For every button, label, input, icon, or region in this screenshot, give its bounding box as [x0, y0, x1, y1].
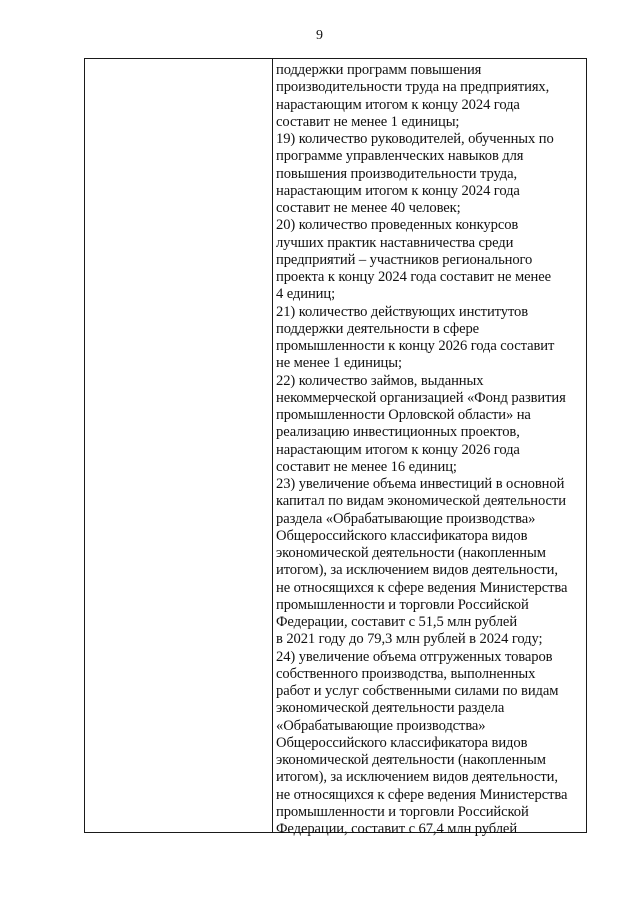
- text-line: составит не менее 40 человек;: [276, 200, 461, 216]
- table-right-cell: [276, 62, 582, 838]
- text-line: экономической деятельности раздела: [276, 700, 505, 717]
- text-line: промышленности Орловской области» на: [276, 407, 531, 423]
- text-line: промышленности и торговли Российской: [276, 596, 529, 613]
- text-line: не относящихся к сфере ведения Министерства: [276, 786, 568, 803]
- text-line: не относящихся к сфере ведения Министерства: [276, 579, 568, 596]
- text-line: Федерации, составит с 51,5 млн рублей: [276, 614, 518, 630]
- text-line: производительности труда на предприятиях,: [276, 79, 550, 96]
- text-line: 4 единиц;: [276, 286, 336, 303]
- text-line: программе управленческих навыков для: [276, 148, 524, 165]
- text-line: Общероссийского классификатора видов: [276, 734, 528, 751]
- text-line: предприятий – участников регионального: [276, 251, 533, 268]
- text-line: промышленности и торговли Российской: [276, 803, 529, 820]
- text-line: в 2021 году до 79,3 млн рублей в 2024 году;: [276, 631, 543, 648]
- text-line: поддержки деятельности в сфере: [276, 320, 480, 337]
- text-line: 20) количество проведенных конкурсов: [276, 217, 519, 234]
- text-line: нарастающим итогом к концу 2026 года: [276, 441, 520, 458]
- text-line: «Обрабатывающие производства»: [276, 717, 486, 734]
- text-line: раздела «Обрабатывающие производства»: [276, 510, 536, 527]
- text-line: итогом), за исключением видов деятельности,: [276, 769, 558, 786]
- table-left-cell: [85, 59, 272, 832]
- text-line: экономической деятельности (накопленным: [276, 545, 546, 561]
- text-line: 21) количество действующих институтов: [276, 303, 529, 320]
- text-line: повышения производительности труда,: [276, 165, 518, 182]
- page-number: 9: [316, 28, 323, 43]
- text-line: капитал по видам экономической деятельности: [276, 493, 566, 510]
- text-line: промышленности к концу 2026 года составит: [276, 338, 555, 354]
- document-table: [84, 58, 587, 837]
- text-line: составит не менее 1 единицы;: [276, 113, 460, 130]
- text-line: лучших практик наставничества среди: [276, 234, 514, 251]
- text-line: 23) увеличение объема инвестиций в основной: [276, 476, 565, 492]
- text-line: Федерации, составит с 67,4 млн рублей: [276, 821, 518, 837]
- text-line: проекта к концу 2024 года составит не менее: [276, 269, 551, 285]
- text-line: Общероссийского классификатора видов: [276, 527, 528, 544]
- text-line: собственного производства, выполненных: [276, 665, 536, 682]
- text-line: 24) увеличение объема отгруженных товаров: [276, 648, 553, 665]
- text-line: экономической деятельности (накопленным: [276, 752, 546, 768]
- text-line: поддержки программ повышения: [276, 62, 482, 78]
- text-line: составит не менее 16 единиц;: [276, 458, 457, 475]
- column-divider: [272, 59, 273, 832]
- text-line: 22) количество займов, выданных: [276, 372, 484, 389]
- text-line: 19) количество руководителей, обученных по: [276, 131, 554, 147]
- text-line: некоммерческой организацией «Фонд развития: [276, 389, 566, 406]
- text-line: нарастающим итогом к концу 2024 года: [276, 96, 520, 113]
- text-line: итогом), за исключением видов деятельности,: [276, 562, 558, 579]
- text-line: работ и услуг собственными силами по видам: [276, 683, 559, 699]
- text-line: не менее 1 единицы;: [276, 355, 402, 372]
- text-line: реализацию инвестиционных проектов,: [276, 424, 520, 441]
- text-line: нарастающим итогом к концу 2024 года: [276, 182, 520, 199]
